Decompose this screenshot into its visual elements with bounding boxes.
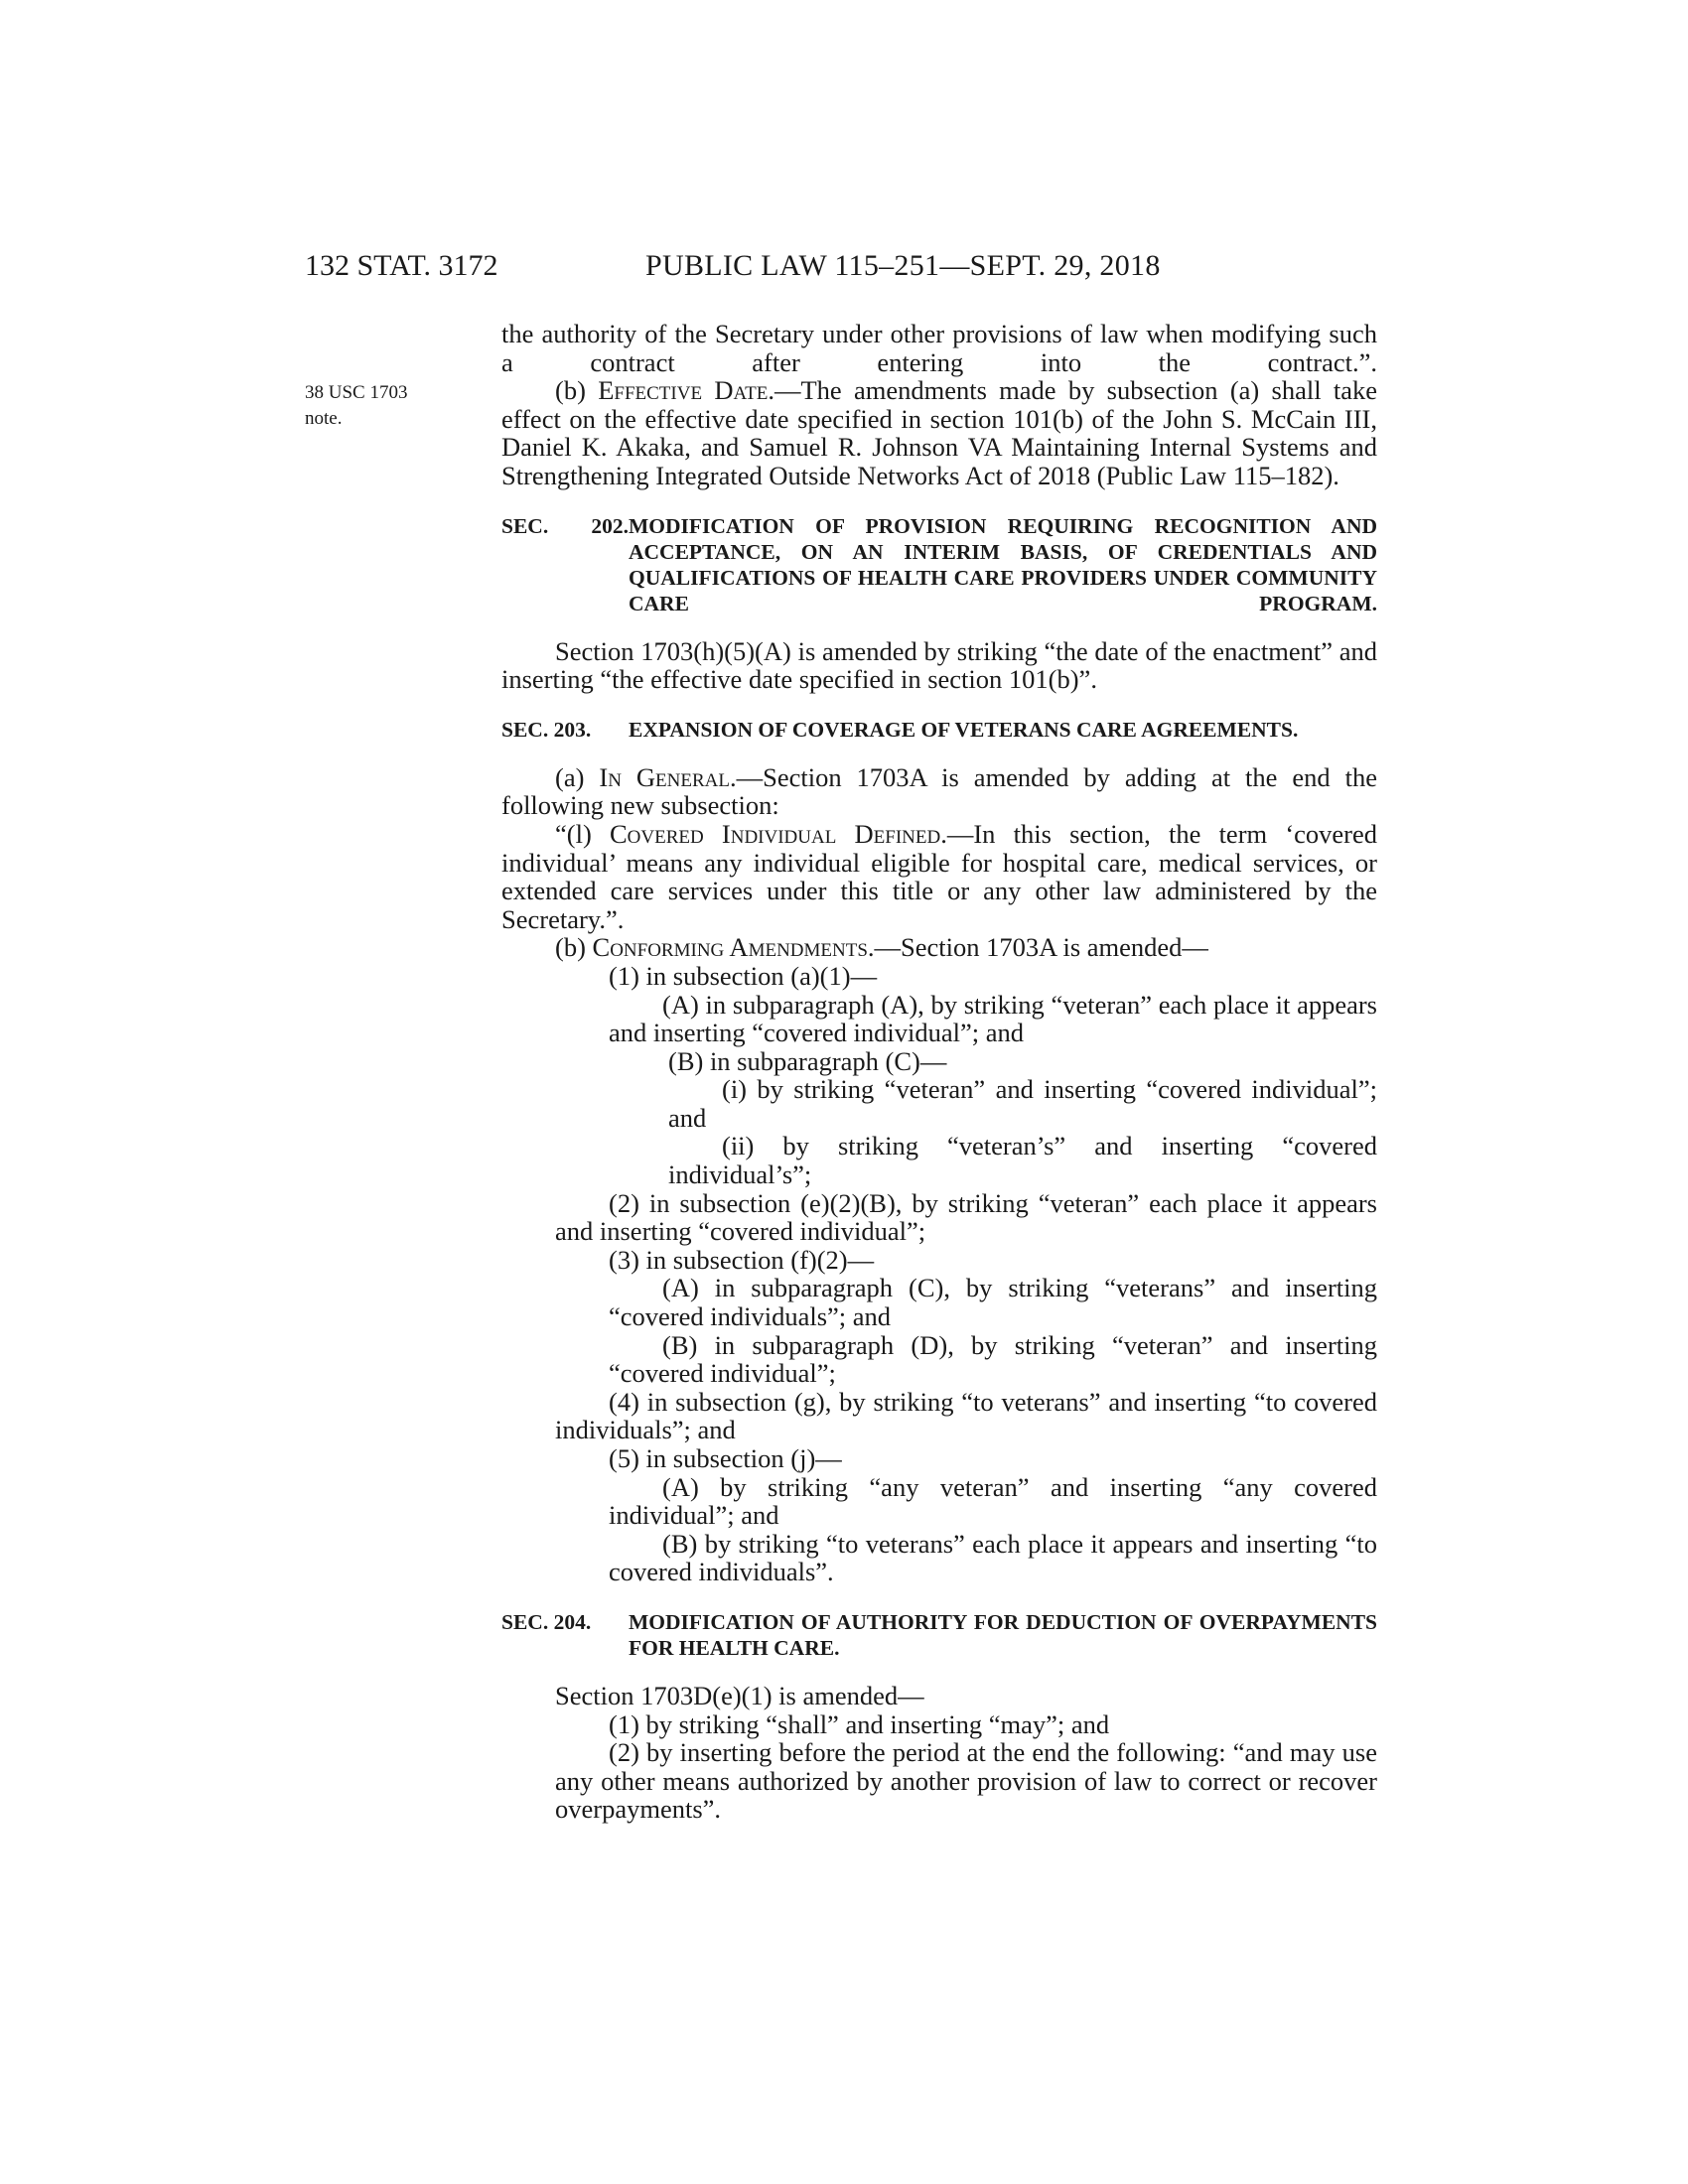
subsection-label: “(l) bbox=[555, 818, 610, 849]
section-204-intro: Section 1703D(e)(1) is amended— bbox=[555, 1680, 924, 1710]
public-law-title: PUBLIC LAW 115–251—SEPT. 29, 2018 bbox=[645, 249, 1161, 282]
paragraph-5: (5) in subsection (j)— bbox=[609, 1443, 842, 1473]
section-204-item-1: (1) by striking “shall” and inserting “may”; and bbox=[609, 1708, 1110, 1739]
clause-1Bii: (ii) by striking “veteran’s” and inserting “covered individual’s”; bbox=[668, 1131, 1377, 1190]
subparagraph-3A: (A) in subparagraph (C), by striking “veterans” and inserting “covered individuals”; and bbox=[609, 1273, 1377, 1332]
section-203-heading bbox=[501, 717, 1377, 743]
paragraph-1: (1) in subsection (a)(1)— bbox=[609, 960, 878, 991]
section-204-heading bbox=[501, 1609, 1377, 1661]
subsection-text: .—Section 1703A is amended— bbox=[867, 932, 1208, 963]
subparagraph-5B: (B) by striking “to veterans” each place it appears and inserting “to covered individuals”. bbox=[609, 1528, 1377, 1587]
section-title: EXPANSION OF COVERAGE OF VETERANS CARE AGREEMENTS. bbox=[629, 717, 1299, 742]
section-202-text: Section 1703(h)(5)(A) is amended by striking “the date of the enactment” and inserting “the effective date specified in section 101(b)”. bbox=[501, 635, 1377, 695]
subparagraph-1A: (A) in subparagraph (A), by striking “veteran” each place it appears and inserting “covered individual”; and bbox=[609, 989, 1377, 1048]
section-204-item-2: (2) by inserting before the period at the end the following: “and may use any other means authorized by another provision of law to correct or recover overpayments”. bbox=[555, 1737, 1377, 1825]
section-title: MODIFICATION OF PROVISION REQUIRING RECOGNITION AND ACCEPTANCE, ON AN INTERIM BASIS, OF CREDENTIALS AND QUALIFICATIONS OF HEALTH CARE PROVIDERS UNDER COMMUNITY CARE PROGRAM. bbox=[629, 513, 1377, 615]
subsection-b-conforming bbox=[501, 933, 1377, 962]
stat-page-number: 132 STAT. 3172 bbox=[305, 249, 498, 282]
margin-note bbox=[305, 380, 407, 432]
subsection-text: .—Section 1703A is amended by adding at the end the following new subsection: bbox=[501, 761, 1377, 821]
paragraph-4: (4) in subsection (g), by striking “to veterans” and inserting “to covered individuals”; and bbox=[555, 1386, 1377, 1445]
section-number: SEC. 202. bbox=[501, 513, 629, 538]
subsection-heading: Conforming Amendments bbox=[592, 932, 868, 963]
subsection-label: (a) bbox=[555, 761, 600, 792]
subparagraph-5A: (A) by striking “any veteran” and inserting “any covered individual”; and bbox=[609, 1471, 1377, 1531]
subsection-a-in-general bbox=[501, 763, 1377, 820]
subsection-l-covered-individual bbox=[501, 820, 1377, 933]
subsection-text: .—In this section, the term ‘covered individual’ means any individual eligible for hospital care, medical services, or extended care services under this title or any other law administered by the Secretary.”. bbox=[501, 818, 1378, 934]
subsection-text: .—The amendments made by subsection (a) shall take effect on the effective date specified in section 101(b) of the John S. McCain III, Daniel K. Akaka, and Samuel R. Johnson VA Maintaining Internal Systems and Strengthening Integrated Outside Networks Act of 2018 (Public Law 115–182). bbox=[501, 375, 1378, 490]
subsection-heading: Effective Date bbox=[598, 375, 769, 406]
subsection-heading: In General bbox=[599, 761, 730, 792]
margin-note-suffix: note. bbox=[305, 408, 343, 429]
page-header bbox=[0, 246, 1688, 286]
margin-note-citation: 38 USC 1703 bbox=[305, 382, 408, 403]
paragraph-3: (3) in subsection (f)(2)— bbox=[609, 1244, 875, 1275]
section-number: SEC. 204. bbox=[501, 1609, 592, 1634]
paragraph-2: (2) in subsection (e)(2)(B), by striking “veteran” each place it appears and inserting “covered individual”; bbox=[555, 1187, 1377, 1247]
subparagraph-1B: (B) in subparagraph (C)— bbox=[668, 1045, 947, 1076]
section-202-heading bbox=[501, 513, 1377, 616]
subsection-heading: Covered Individual Defined bbox=[609, 818, 941, 849]
law-text-body bbox=[501, 320, 1377, 1824]
continued-paragraph: the authority of the Secretary under other provisions of law when modifying such a contract after entering into the contract.”. bbox=[501, 319, 1377, 377]
clause-1Bi: (i) by striking “veteran” and inserting “covered individual”; and bbox=[668, 1074, 1377, 1133]
subsection-label: (b) bbox=[555, 375, 599, 406]
subsection-b-effective-date bbox=[501, 376, 1377, 489]
subsection-label: (b) bbox=[555, 932, 593, 963]
subparagraph-3B: (B) in subparagraph (D), by striking “veteran” and inserting “covered individual”; bbox=[609, 1329, 1377, 1389]
section-title: MODIFICATION OF AUTHORITY FOR DEDUCTION OF OVERPAYMENTS FOR HEALTH CARE. bbox=[629, 1609, 1377, 1660]
section-number: SEC. 203. bbox=[501, 717, 592, 742]
